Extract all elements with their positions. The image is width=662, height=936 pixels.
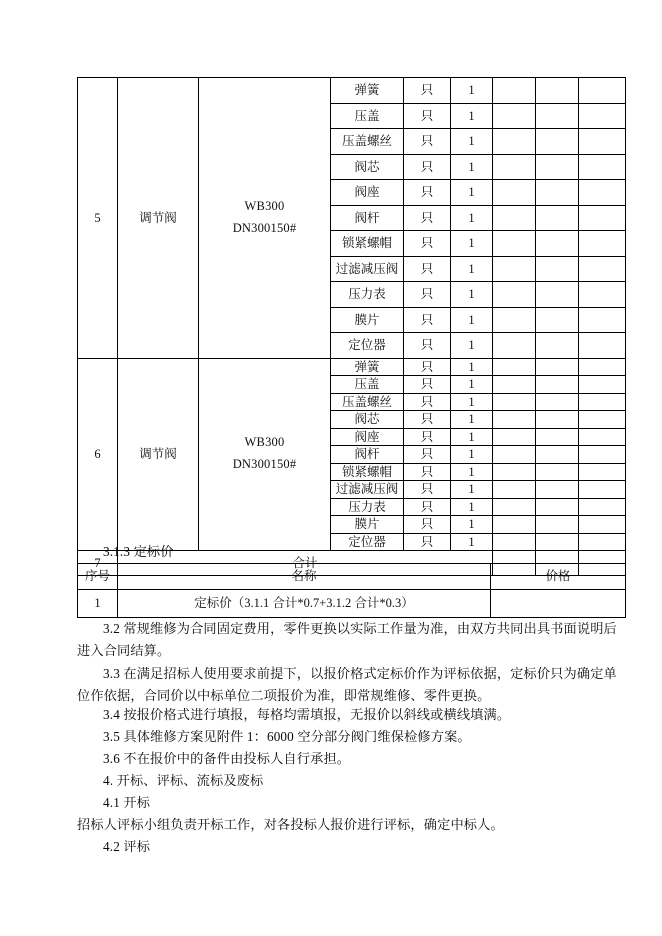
- price-cell-3: [579, 231, 626, 257]
- price-cell-1: [493, 129, 536, 155]
- price-header-price: 价格: [491, 564, 626, 590]
- quantity-cell: 1: [451, 376, 493, 394]
- part-name-cell: 压盖: [331, 103, 404, 129]
- quantity-cell: 1: [451, 428, 493, 446]
- unit-cell: 只: [404, 231, 451, 257]
- valve-spec-cell: [199, 358, 331, 551]
- price-cell-1: [493, 498, 536, 516]
- price-cell-3: [579, 307, 626, 333]
- price-cell-2: [536, 411, 579, 429]
- part-name-cell: 定位器: [331, 333, 404, 359]
- quantity-cell: 1: [451, 333, 493, 359]
- unit-cell: 只: [404, 129, 451, 155]
- part-name-cell: 阀座: [331, 428, 404, 446]
- price-cell-1: [493, 428, 536, 446]
- price-cell-1: [493, 393, 536, 411]
- price-cell-3: [579, 463, 626, 481]
- price-cell-3: [579, 282, 626, 308]
- unit-cell: 只: [404, 498, 451, 516]
- paragraph-p41: 4.1 开标: [103, 795, 151, 810]
- part-name-cell: 过滤减压阀: [331, 256, 404, 282]
- price-cell-2: [536, 533, 579, 551]
- price-cell-2: [536, 481, 579, 499]
- quantity-cell: 1: [451, 393, 493, 411]
- unit-cell: 只: [404, 282, 451, 308]
- paragraph-p41body: 招标人评标小组负责开标工作，对各投标人报价进行评标，确定中标人。: [77, 817, 504, 832]
- quantity-cell: 1: [451, 256, 493, 282]
- quantity-cell: 1: [451, 358, 493, 376]
- unit-cell: 只: [404, 446, 451, 464]
- part-name-cell: 锁紧螺帽: [331, 231, 404, 257]
- part-name-cell: 压力表: [331, 282, 404, 308]
- price-cell-2: [536, 103, 579, 129]
- price-row-value: [491, 590, 626, 618]
- total-index-cell: 7: [78, 551, 118, 576]
- price-cell-3: [579, 411, 626, 429]
- price-cell-3: [579, 533, 626, 551]
- spec-line-1: WB300: [244, 435, 285, 450]
- spec-line-2: DN300150#: [232, 457, 297, 472]
- valve-name-cell: 调节阀: [118, 358, 199, 551]
- price-cell-1: [493, 333, 536, 359]
- price-cell-2: [536, 376, 579, 394]
- price-row-name: 定标价（3.1.1 合计*0.7+3.1.2 合计*0.3）: [118, 590, 491, 618]
- price-cell-2: [536, 428, 579, 446]
- paragraph-p36: 3.6 不在报价中的备件由投标人自行承担。: [103, 751, 351, 766]
- price-cell-1: [493, 78, 536, 104]
- price-cell-2: [536, 516, 579, 534]
- quantity-cell: 1: [451, 103, 493, 129]
- price-cell-3: [579, 129, 626, 155]
- price-cell-1: [493, 411, 536, 429]
- price-cell-3: [579, 516, 626, 534]
- quantity-cell: 1: [451, 516, 493, 534]
- part-name-cell: 阀座: [331, 180, 404, 206]
- price-cell-1: [493, 154, 536, 180]
- price-cell-3: [579, 180, 626, 206]
- price-cell-2: [536, 282, 579, 308]
- part-name-cell: 膜片: [331, 307, 404, 333]
- unit-cell: 只: [404, 103, 451, 129]
- quantity-cell: 1: [451, 154, 493, 180]
- unit-cell: 只: [404, 256, 451, 282]
- quantity-cell: 1: [451, 481, 493, 499]
- valve-name-cell: 调节阀: [118, 78, 199, 359]
- unit-cell: 只: [404, 481, 451, 499]
- price-cell-2: [536, 205, 579, 231]
- price-cell-2: [536, 463, 579, 481]
- unit-cell: 只: [404, 154, 451, 180]
- price-cell-2: [536, 129, 579, 155]
- part-name-cell: 膜片: [331, 516, 404, 534]
- quantity-cell: 1: [451, 533, 493, 551]
- parts-table: [77, 77, 626, 576]
- quantity-cell: 1: [451, 463, 493, 481]
- price-cell-1: [493, 481, 536, 499]
- price-cell-1: [493, 358, 536, 376]
- paragraph-p32: 3.2 常规维修为合同固定费用，零件更换以实际工作量为准，由双方共同出具书面说明后进入合同结算。: [77, 621, 617, 658]
- spec-line-2: DN300150#: [232, 220, 297, 235]
- price-cell-1: [493, 256, 536, 282]
- price-cell-3: [579, 358, 626, 376]
- price-cell-1: [493, 282, 536, 308]
- price-row-index: 1: [78, 590, 118, 618]
- unit-cell: 只: [404, 376, 451, 394]
- price-cell-3: [579, 446, 626, 464]
- part-name-cell: 定位器: [331, 533, 404, 551]
- price-cell-1: [493, 376, 536, 394]
- part-name-cell: 压盖: [331, 376, 404, 394]
- part-name-cell: 弹簧: [331, 358, 404, 376]
- price-cell-1: [493, 205, 536, 231]
- paragraph-p35: 3.5 具体维修方案见附件 1：6000 空分部分阀门维保检修方案。: [103, 729, 471, 744]
- price-cell-3: [579, 333, 626, 359]
- price-cell-3: [579, 205, 626, 231]
- price-cell-2: [536, 78, 579, 104]
- unit-cell: 只: [404, 411, 451, 429]
- quantity-cell: 1: [451, 78, 493, 104]
- price-cell-2: [536, 231, 579, 257]
- price-cell-3: [579, 498, 626, 516]
- table-row: [78, 358, 626, 376]
- paragraph-p4: 4. 开标、评标、流标及废标: [103, 773, 264, 788]
- price-cell-2: [536, 307, 579, 333]
- quantity-cell: 1: [451, 129, 493, 155]
- price-cell-2: [536, 333, 579, 359]
- table-row: [78, 78, 626, 104]
- price-cell-2: [536, 393, 579, 411]
- price-cell-2: [536, 180, 579, 206]
- price-table: [77, 563, 626, 618]
- price-cell-3: [579, 428, 626, 446]
- section-heading-3-1-3: 3.1.3 定标价: [103, 544, 174, 559]
- unit-cell: 只: [404, 516, 451, 534]
- unit-cell: 只: [404, 463, 451, 481]
- price-table-body: [78, 564, 626, 618]
- part-name-cell: 阀芯: [331, 411, 404, 429]
- part-name-cell: 压盖螺丝: [331, 393, 404, 411]
- quantity-cell: 1: [451, 180, 493, 206]
- price-cell-2: [536, 498, 579, 516]
- part-name-cell: 压力表: [331, 498, 404, 516]
- price-cell-3: [579, 256, 626, 282]
- parts-table-body: [78, 78, 626, 576]
- price-cell-1: [493, 103, 536, 129]
- price-cell-1: [493, 446, 536, 464]
- price-cell-3: [579, 393, 626, 411]
- unit-cell: 只: [404, 428, 451, 446]
- part-name-cell: 弹簧: [331, 78, 404, 104]
- group-index-cell: 6: [78, 358, 118, 551]
- price-cell-2: [536, 358, 579, 376]
- paragraph-p42: 4.2 评标: [103, 839, 151, 854]
- quantity-cell: 1: [451, 446, 493, 464]
- price-cell-3: [579, 78, 626, 104]
- part-name-cell: 过滤减压阀: [331, 481, 404, 499]
- price-cell-2: [536, 256, 579, 282]
- price-cell-2: [536, 154, 579, 180]
- quantity-cell: 1: [451, 411, 493, 429]
- price-cell-1: [493, 516, 536, 534]
- unit-cell: 只: [404, 358, 451, 376]
- unit-cell: 只: [404, 307, 451, 333]
- price-cell-1: [493, 180, 536, 206]
- price-header-no: 序号: [78, 564, 118, 590]
- group-index-cell: 5: [78, 78, 118, 359]
- part-name-cell: 阀杆: [331, 205, 404, 231]
- price-table-header-row: [78, 564, 626, 590]
- price-cell-1: [493, 533, 536, 551]
- unit-cell: 只: [404, 533, 451, 551]
- quantity-cell: 1: [451, 231, 493, 257]
- price-cell-3: [579, 376, 626, 394]
- paragraph-p33: 3.3 在满足招标人使用要求前提下，以报价格式定标价作为评标依据，定标价只为确定单位作依据，合同价以中标单位二项报价为准，即常规维修、零件更换。: [77, 666, 617, 703]
- price-cell-1: [493, 307, 536, 333]
- unit-cell: 只: [404, 180, 451, 206]
- quantity-cell: 1: [451, 307, 493, 333]
- price-cell-1: [493, 463, 536, 481]
- total-label-cell: 合计: [118, 551, 493, 576]
- part-name-cell: 压盖螺丝: [331, 129, 404, 155]
- spec-line-1: WB300: [244, 198, 285, 213]
- part-name-cell: 阀芯: [331, 154, 404, 180]
- price-header-name: 名称: [118, 564, 491, 590]
- unit-cell: 只: [404, 78, 451, 104]
- quantity-cell: 1: [451, 498, 493, 516]
- valve-spec-cell: [199, 78, 331, 359]
- paragraph-p34: 3.4 按报价格式进行填报，每格均需填报，无报价以斜线或横线填满。: [103, 707, 511, 722]
- price-table-row: [78, 590, 626, 618]
- part-name-cell: 锁紧螺帽: [331, 463, 404, 481]
- quantity-cell: 1: [451, 282, 493, 308]
- part-name-cell: 阀杆: [331, 446, 404, 464]
- quantity-cell: 1: [451, 205, 493, 231]
- price-cell-3: [579, 103, 626, 129]
- unit-cell: 只: [404, 333, 451, 359]
- price-cell-2: [536, 446, 579, 464]
- unit-cell: 只: [404, 205, 451, 231]
- price-cell-3: [579, 481, 626, 499]
- unit-cell: 只: [404, 393, 451, 411]
- price-cell-3: [579, 154, 626, 180]
- price-cell-1: [493, 231, 536, 257]
